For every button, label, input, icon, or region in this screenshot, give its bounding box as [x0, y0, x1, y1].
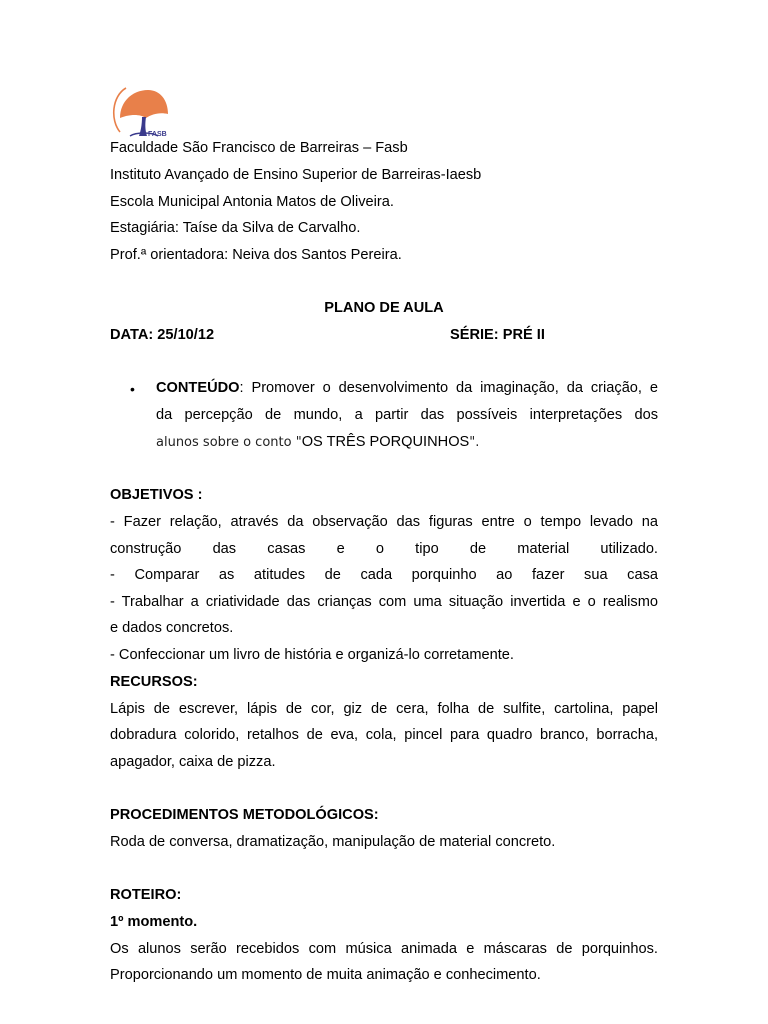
- objetivos-line-4: - Trabalhar a criatividade das crianças com uma situação invertida e o realismo: [110, 594, 658, 610]
- conteudo-line-3-a: alunos sobre o conto ": [156, 435, 302, 450]
- conteudo-line-2: da percepção de mundo, a partir das possíveis interpretações dos: [156, 407, 658, 423]
- header-line-advisor: Prof.ª orientadora: Neiva dos Santos Pereira.: [110, 247, 402, 263]
- objetivos-line-1: - Fazer relação, através da observação das figuras entre o tempo levado na: [110, 514, 658, 530]
- roteiro-heading: ROTEIRO:: [110, 887, 182, 903]
- roteiro-line-2: Proporcionando um momento de muita animação e conhecimento.: [110, 967, 541, 983]
- fasb-logo: [112, 84, 174, 138]
- roteiro-moment: 1º momento.: [110, 914, 198, 930]
- procedimentos-heading: PROCEDIMENTOS METODOLÓGICOS:: [110, 807, 379, 823]
- header-line-institution: Faculdade São Francisco de Barreiras – Fasb: [110, 140, 408, 156]
- recursos-line-3: apagador, caixa de pizza.: [110, 754, 276, 770]
- plan-date: DATA: 25/10/12: [110, 327, 215, 343]
- fasb-mushroom-logo-icon: [112, 84, 174, 138]
- bullet-icon: •: [130, 381, 135, 397]
- procedimentos-text: Roda de conversa, dramatização, manipulação de material concreto.: [110, 834, 556, 850]
- objetivos-line-3: - Comparar as atitudes de cada porquinho ao fazer sua casa: [110, 567, 658, 583]
- header-line-institute: Instituto Avançado de Ensino Superior de Barreiras-Iaesb: [110, 167, 482, 183]
- header-line-school: Escola Municipal Antonia Matos de Oliveira.: [110, 194, 394, 210]
- conteudo-story-title: OS TRÊS PORQUINHOS: [301, 434, 470, 450]
- objetivos-heading: OBJETIVOS :: [110, 487, 203, 503]
- conteudo-line-3: [156, 433, 479, 452]
- plan-serie: SÉRIE: PRÉ II: [450, 327, 545, 343]
- plan-title: PLANO DE AULA: [324, 300, 444, 316]
- roteiro-line-1: Os alunos serão recebidos com música animada e máscaras de porquinhos.: [110, 941, 658, 957]
- logo-text: FASB: [148, 131, 167, 138]
- objetivos-line-2: construção das casas e o tipo de material utilizado.: [110, 541, 658, 557]
- conteudo-line-3-c: ".: [469, 435, 480, 450]
- recursos-line-2: dobradura colorido, retalhos de eva, cola, pincel para quadro branco, borracha,: [110, 727, 658, 743]
- header-line-intern: Estagiária: Taíse da Silva de Carvalho.: [110, 220, 361, 236]
- recursos-line-1: Lápis de escrever, lápis de cor, giz de cera, folha de sulfite, cartolina, papel: [110, 701, 658, 717]
- conteudo-label: CONTEÚDO: [156, 380, 240, 396]
- conteudo-line-1: [156, 379, 658, 397]
- recursos-heading: RECURSOS:: [110, 674, 198, 690]
- objetivos-line-6: - Confeccionar um livro de história e organizá-lo corretamente.: [110, 647, 514, 663]
- conteudo-line-1-text: : Promover o desenvolvimento da imaginação, da criação, e: [239, 380, 658, 396]
- objetivos-line-5: e dados concretos.: [110, 620, 234, 636]
